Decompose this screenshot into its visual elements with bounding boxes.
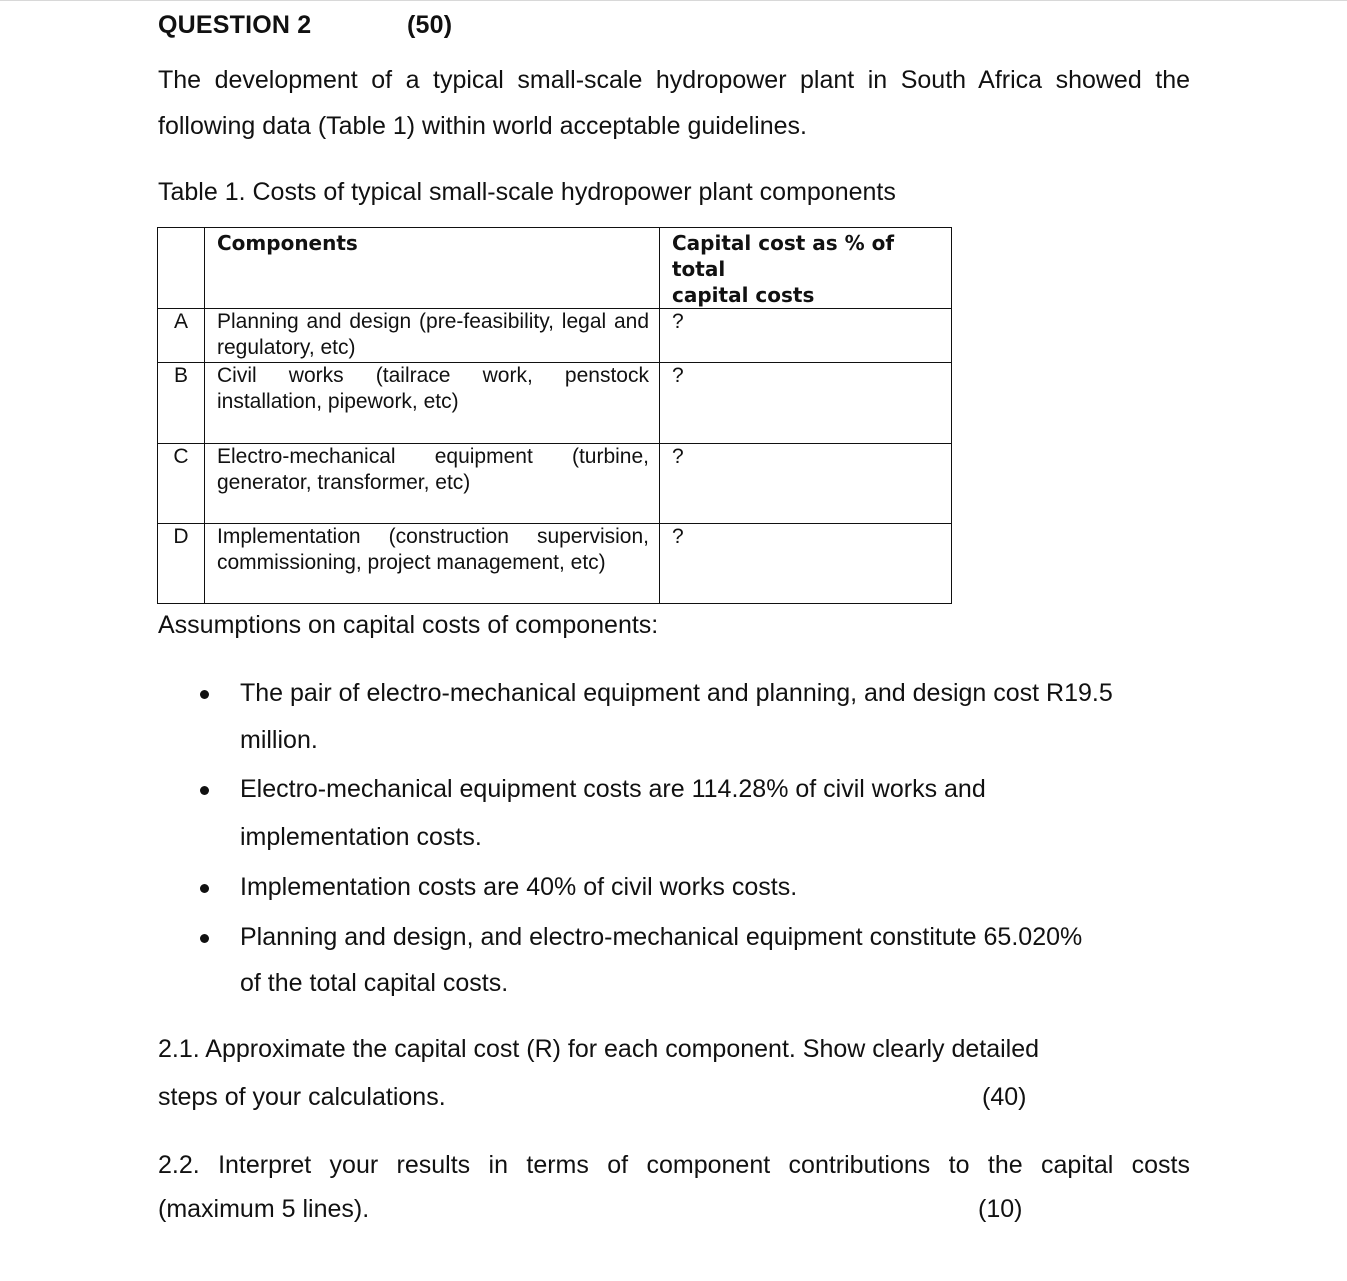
row-component: Civil works (tailrace work, penstock installation, pipework, etc) bbox=[205, 363, 660, 444]
row-value: ? bbox=[660, 363, 952, 444]
row-letter: B bbox=[158, 363, 205, 444]
row-value: ? bbox=[660, 309, 952, 363]
cost-table bbox=[157, 227, 952, 604]
bullet-dot bbox=[200, 690, 209, 699]
assumptions-heading: Assumptions on capital costs of components: bbox=[158, 611, 659, 639]
subquestion-2-1-line-1: 2.1. Approximate the capital cost (R) for each component. Show clearly detailed bbox=[158, 1035, 1040, 1063]
row-letter: C bbox=[158, 444, 205, 524]
subquestion-2-2-line-1: 2.2. Interpret your results in terms of component contributions to the capital costs bbox=[158, 1151, 1190, 1179]
table-row bbox=[158, 524, 952, 604]
subquestion-2-1-marks: (40) bbox=[982, 1083, 1027, 1111]
row-component: Planning and design (pre-feasibility, legal and regulatory, etc) bbox=[205, 309, 660, 363]
row-component: Electro-mechanical equipment (turbine, generator, transformer, etc) bbox=[205, 444, 660, 524]
intro-line-2: following data (Table 1) within world acceptable guidelines. bbox=[158, 112, 807, 140]
bullet-dot bbox=[200, 884, 209, 893]
assumption-2-line-1: Electro-mechanical equipment costs are 114.28% of civil works and bbox=[240, 775, 986, 803]
assumption-4-line-1: Planning and design, and electro-mechanical equipment constitute 65.020% bbox=[240, 923, 1083, 951]
header-components: Components bbox=[205, 228, 660, 309]
row-value: ? bbox=[660, 524, 952, 604]
header-capital-cost-line-1: Capital cost as % of total bbox=[672, 231, 895, 281]
subquestion-2-1-line-2: steps of your calculations. bbox=[158, 1083, 446, 1111]
table-row bbox=[158, 444, 952, 524]
bullet-dot bbox=[200, 786, 209, 795]
row-value: ? bbox=[660, 444, 952, 524]
row-component: Implementation (construction supervision, commissioning, project management, etc) bbox=[205, 524, 660, 604]
row-letter: D bbox=[158, 524, 205, 604]
top-border-line bbox=[0, 0, 1347, 1]
assumption-2-line-2: implementation costs. bbox=[240, 823, 482, 851]
intro-line-1: The development of a typical small-scale hydropower plant in South Africa showed the bbox=[158, 66, 1190, 94]
assumption-1-line-1: The pair of electro-mechanical equipment and planning, and design cost R19.5 bbox=[240, 679, 1113, 707]
row-letter: A bbox=[158, 309, 205, 363]
table-caption: Table 1. Costs of typical small-scale hydropower plant components bbox=[158, 178, 896, 206]
table-header-row bbox=[158, 228, 952, 309]
header-capital-cost bbox=[660, 228, 952, 309]
question-marks: (50) bbox=[407, 11, 453, 39]
bullet-dot bbox=[200, 934, 209, 943]
header-capital-cost-line-2: capital costs bbox=[672, 283, 815, 307]
question-title: QUESTION 2 bbox=[158, 11, 312, 39]
assumption-4-line-2: of the total capital costs. bbox=[240, 969, 509, 997]
table-row bbox=[158, 309, 952, 363]
subquestion-2-2-line-2: (maximum 5 lines). bbox=[158, 1195, 370, 1223]
assumption-3-line-1: Implementation costs are 40% of civil works costs. bbox=[240, 873, 798, 901]
assumption-1-line-2: million. bbox=[240, 726, 318, 754]
table-row bbox=[158, 363, 952, 444]
subquestion-2-2-marks: (10) bbox=[978, 1195, 1023, 1223]
header-letter bbox=[158, 228, 205, 309]
